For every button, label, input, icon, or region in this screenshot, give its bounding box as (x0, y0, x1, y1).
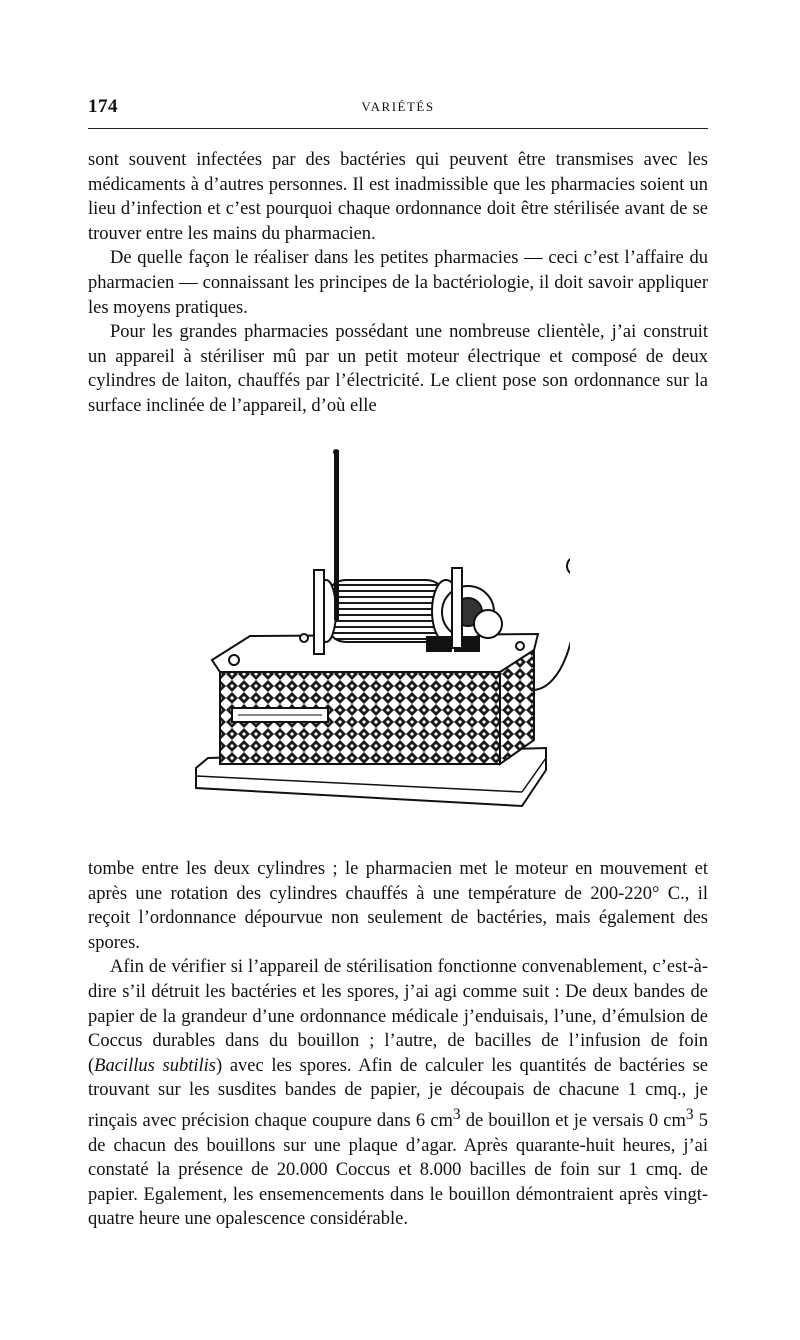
paragraph-continued: tombe entre les deux cylindres ; le pharmacien met le moteur en mouvement et après une rotation des cylindres chauffés à une température de 200-220° C., il reçoit l’ordonnance dépourvue non seulement de bactéries, mais également des spores. (88, 859, 708, 953)
italic-species-name: Bacillus subtilis (94, 1055, 216, 1076)
sterilizer-figure (190, 440, 570, 840)
text-run: Afin de vérifier si l’appareil de stérilisation fonctionne convenablement, c’est-à-dire s’il détruit les bactéries et les spores, j’ai agi comme suit : De deux bandes de papier de la grandeur d’une ordonnance médicale j’enduisais, l’une, d’émulsion de Coccus durables dans du bouillon ; l’autre, de bacilles de l’infusion de foin ( (88, 957, 708, 1076)
paragraph: De quelle façon le réaliser dans les petites pharmacies — ceci c’est l’affaire du pharmacien — connaissant les principes de la bactériologie, il doit savoir appliquer les moyens pratiques. (88, 248, 708, 318)
paragraph-continued: sont souvent infectées par des bactéries qui peuvent être transmises avec les médicaments à d’autres personnes. Il est inadmissible que les pharmacies soient un lieu d’infection et c’est pourquoi chaque ordonnance doit être stérilisée avant de se trouver entre les mains du pharmacien. (88, 150, 708, 244)
text-run: de bouillon et je versais 0 cm (460, 1111, 686, 1132)
text-block-bottom (88, 857, 708, 1232)
page-header (88, 96, 708, 120)
paragraph (88, 955, 708, 1232)
text-block-top (88, 148, 708, 419)
text-run: 5 de chacun des bouillons sur une plaque d’agar. Après quarante-huit heures, j’ai constaté la présence de 20.000 Coccus et 8.000 bacilles de foin sur 1 cmq. de papier. Egalement, les ensemencements dans le bouillon démontraient après vingt-quatre heure une opalescence considérable. (88, 1111, 708, 1230)
running-head: VARIÉTÉS (361, 99, 435, 114)
superscript: 3 (452, 1105, 461, 1123)
paragraph: Pour les grandes pharmacies possédant une nombreuse clientèle, j’ai construit un appareil à stériliser mû par un petit moteur électrique et composé de deux cylindres de laiton, chauffés par l’électricité. Le client pose son ordonnance sur la surface inclinée de l’appareil, d’où elle (88, 322, 708, 416)
header-rule (88, 128, 708, 129)
sterilizer-apparatus-icon (190, 440, 570, 840)
page-number: 174 (88, 96, 118, 117)
superscript: 3 (685, 1105, 694, 1123)
text-run: ) avec les spores. Afin de calculer les quantités de bactéries se trouvant sur les susdites bandes de papier, je découpais de chacune 1 cmq., je rinçais avec précision chaque coupure dans 6 cm (88, 1055, 708, 1132)
